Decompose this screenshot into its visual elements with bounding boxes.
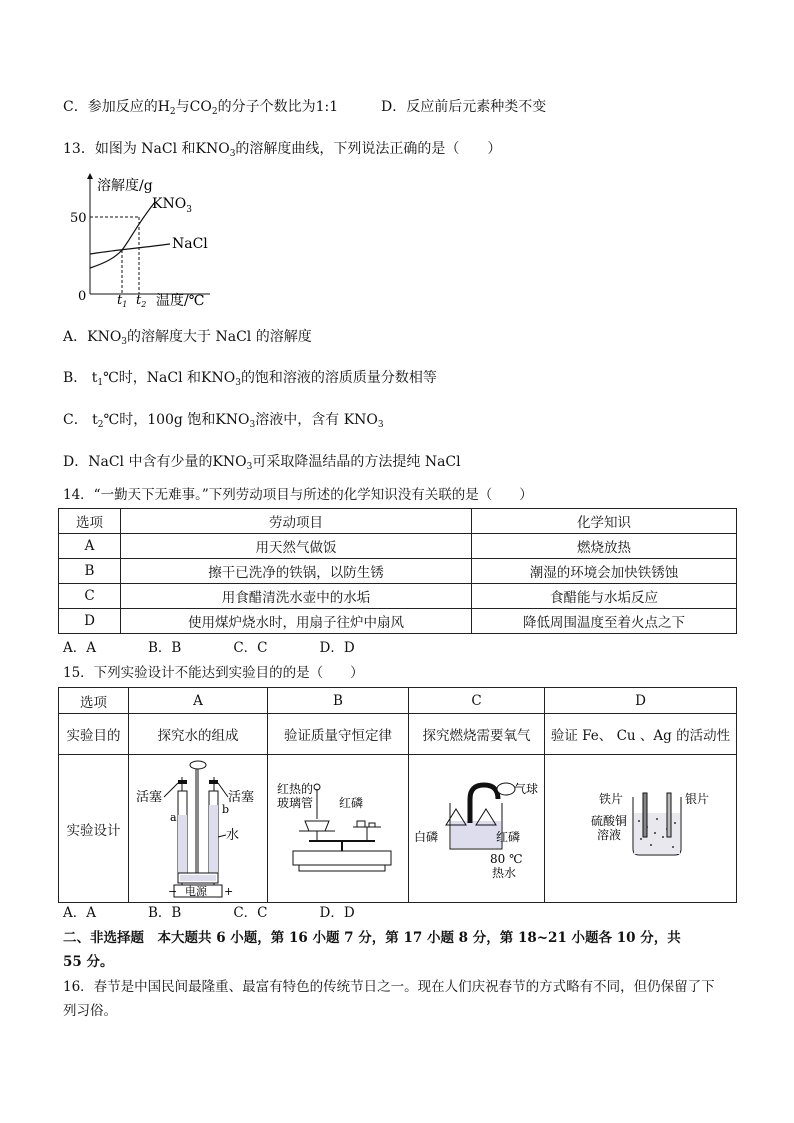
q12-options [63,97,546,122]
q13-option-d: D．NaCl 中含有少量的$KNO_3$可采取降温结晶的方法提纯 NaCl [63,454,461,472]
q14-answer-a: A．A [63,640,96,656]
q15-answer-c: C．C [233,905,268,921]
q13-option-c: C． $t_2℃$时，100g 饱和$KNO_3$溶液中，含有 $KNO_3$ [63,412,384,430]
svg-text:溶液: 溶液 [596,827,621,842]
q14-header-option: 选项 [59,509,121,534]
q15-purpose-row: 实验目的 探究水的组成 验证质量守恒定律 探究燃烧需要氧气 验证 Fe、 Cu 、Ag 的活动性 [59,714,737,755]
q12-option-c: C．参加反应的$H_2$与$CO_2$的分子个数比为1:1 [63,99,339,117]
q14-answer-c: C．C [233,640,268,656]
q13-option-a: A．$KNO_3$的溶解度大于 NaCl 的溶解度 [63,329,312,347]
q15-table: 选项 A B C D 实验目的 探究水的组成 验证质量守恒定律 探究燃烧需要氧气 验证 Fe、 Cu 、Ag 的活动性 实验设计 活塞 活塞 a b 水 电源 − + 红热的 玻璃管 红磷 气球 白磷 红磷 80 ℃ 热水 铁片 银片 硫酸铜 溶液 [58,687,737,903]
q15-fig-d-cell [545,755,737,903]
q12-option-d: D．反应前后元素种类不变 [381,99,547,115]
q15-fig-b-cell [268,755,409,903]
q14-header-labor: 劳动项目 [121,509,472,534]
table-row: A 用天然气做饭 燃烧放热 [59,534,737,559]
q15-answer-d: D．D [319,905,355,921]
table-row: C 用食醋清洗水壶中的水垢 食醋能与水垢反应 [59,584,737,609]
q15-answer-b: B．B [148,905,182,921]
section2-heading-cont: 55 分。 [63,954,114,970]
balance-apparatus [269,777,407,877]
svg-text:气球: 气球 [513,782,538,796]
svg-text:b: b [222,803,230,816]
svg-text:80 ℃: 80 ℃ [489,852,523,866]
q14-stem: 14．“一勤天下无难事。”下列劳动项目与所述的化学知识没有关联的是（ ） [63,487,533,503]
svg-text:电源: 电源 [185,885,207,898]
svg-text:a: a [170,811,177,824]
svg-text:玻璃管: 玻璃管 [277,795,314,810]
svg-text:−: − [168,885,178,898]
metal-activity-apparatus [547,777,735,877]
svg-text:活塞: 活塞 [228,790,255,805]
q14-answers [63,638,355,658]
svg-text:+: + [224,885,234,898]
svg-text:白磷: 白磷 [413,830,438,844]
combustion-apparatus [410,769,544,884]
q14-header-knowledge: 化学知识 [472,509,737,534]
q15-fig-c-cell [409,755,545,903]
q16-stem: 16．春节是中国民间最隆重、最富有特色的传统节日之一。现在人们庆祝春节的方式略有不同，但仍保留了下 [63,979,715,995]
svg-text:热水: 热水 [491,866,516,880]
svg-text:水: 水 [226,828,240,843]
svg-text:活塞: 活塞 [136,790,163,805]
svg-text:红热的: 红热的 [277,781,314,796]
y-axis-label: 溶解度/g [97,178,153,194]
q15-header-option: 选项 [59,688,129,714]
electrolysis-apparatus [130,755,266,898]
nacl-curve [90,244,170,254]
q15-stem: 15．下列实验设计不能达到实验目的的是（ ） [63,665,364,681]
q14-answer-b: B．B [148,640,182,656]
svg-text:红磷: 红磷 [495,830,520,844]
q15-answers [63,903,355,923]
q13-solubility-graph [70,168,230,313]
section2-heading: 二、非选择题 本大题共 6 小题，第 16 小题 7 分，第 17 小题 8 分，第 18~21 小题各 10 分，共 [63,930,681,946]
svg-text:红磷: 红磷 [339,795,364,810]
q15-design-row: 实验设计 活塞 活塞 a b 水 电源 − + 红热的 玻璃管 红磷 气球 白磷 红磷 80 ℃ 热水 铁片 银片 硫酸铜 溶液 [59,755,737,903]
q13-option-b: B． $t_1℃$时，NaCl 和$KNO_3$的饱和溶液的溶质质量分数相等 [63,370,437,388]
q15-answer-a: A．A [63,905,96,921]
t2-label: $t_2$ [136,293,147,309]
svg-text:硫酸铜: 硫酸铜 [590,813,627,828]
q14-table [58,508,737,634]
table-row: D 使用煤炉烧水时，用扇子往炉中扇风 降低周围温度至着火点之下 [59,609,737,634]
q15-fig-a-cell [129,755,268,903]
x-axis-label: 温度/℃ [156,293,205,309]
y-tick-50: 50 [70,211,87,226]
t1-label: $t_1$ [117,293,128,309]
kno3-curve [90,202,155,268]
svg-text:银片: 银片 [684,791,709,806]
q16-stem-cont: 列习俗。 [63,1003,117,1019]
origin-label: 0 [78,289,87,304]
q14-answer-d: D．D [319,640,355,656]
svg-text:铁片: 铁片 [598,791,623,806]
table-row: B 擦干已洗净的铁锅，以防生锈 潮湿的环境会加快铁锈蚀 [59,559,737,584]
nacl-label: NaCl [172,236,208,252]
kno3-label: $KNO_3$ [152,196,192,215]
q13-stem: 13．如图为 NaCl 和$KNO_3$的溶解度曲线，下列说法正确的是（ ） [63,141,502,159]
